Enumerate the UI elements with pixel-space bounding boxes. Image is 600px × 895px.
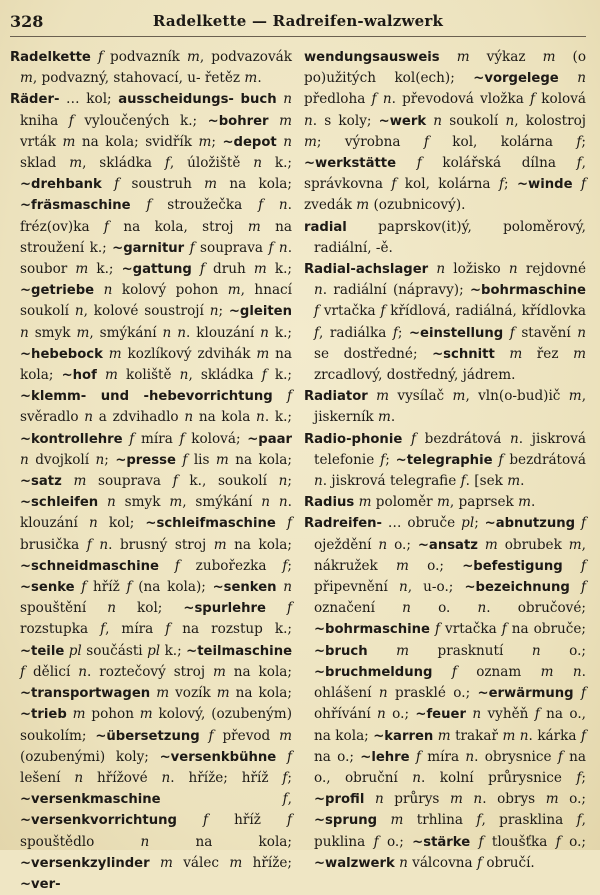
dictionary-entry: Radio-phonie f bezdrátová n. jiskrová telefonie f; ~telegraphie f bezdrátová n. jiskrová telegrafie f. [sek m.	[304, 430, 586, 490]
dictionary-entry: Radial-achslager n ložisko n rejdovné n. radiální (nápravy); ~bohrmaschine f vrtačka f křídlová, radiálná, křídlovka f, radiálka f; ~einstellung f stavění n se dostředné; ~schnitt m řez m zrcadlový, dostředný, jádrem.	[304, 261, 587, 384]
dictionary-entry: Räder- … kol; ausscheidungs- buch n kniha f vyloučených k.; ~bohrer m vrták m na kola; svidřík m; ~depot n sklad m, skládka f, úložiště n k.; ~drehbank f soustruh m na kola; ~fräsmaschine f stroužečka f n. fréz(ov)ka f na kola, stroj m na stroužení k.; ~garnitur f souprava f n. soubor m k.; ~gattung f druh m k.; ~getriebe n kolový pohon m, hnací soukolí n, kolové soustrojí n; ~gleiten n smyk m, smýkání n n. klouzání n k.; ~hebebock m kozlíkový zdvihák m na kola; ~hof m koliště n, skládka f k.; ~klemm- und -hebevorrichtung f svěradlo n a zdvihadlo n na kola n. k.; ~kontrollehre f míra f kolová; ~paar n dvojkolí n; ~presse f lis m na kola; ~satz m souprava f k., soukolí n; ~schleifen n smyk m, smýkání n n. klouzání n kol; ~schleifmaschine f brusička f n. brusný stroj m na kola; ~schneidmaschine f zubořezka f; ~senke f hříž f (na kola); ~senken n spouštění n kol; ~spurlehre f rozstupka f, míra f na rozstup k.; ~teile pl součásti pl k.; ~teilmaschine f dělicí n. roztečový stroj m na kola; ~transportwagen m vozík m na kola; ~trieb m pohon m kolový, (ozubeným) soukolím; ~übersetzung f převod m (ozubenými) koly; ~versenkbühne f lešení n hřížové n. hříže; hříž f; ~versenkmaschine f, ~versenkvorrichtung f hříž f spouštědlo n na kola; ~versenkzylinder m válec m hříže; ~ver-	[10, 91, 293, 892]
dictionary-entry: Radius m poloměr m, paprsek m.	[304, 494, 536, 511]
dictionary-entry: Radiator m vysílač m, vln(o-bud)ič m, jiskerník m.	[304, 388, 587, 426]
dictionary-entry: radial paprskov(it)ý, poloměrový, radiální, -ě.	[304, 218, 586, 256]
left-column	[10, 47, 292, 895]
dictionary-entry: Radreifen- … obruče pl; ~abnutzung f oježdění n o.; ~ansatz m obrubek m, nákružek m o.; ~befestigung f připevnění n, u-o.; ~bezeichnung f označení n o. n. obručové; ~bohrmaschine f vrtačka f na obruče; ~bruch m prasknutí n o.; ~bruchmeldung f oznam m n. ohlášení n prasklé o.; ~erwärmung f ohřívání n o.; ~feuer n vyhěň f na o., na kola; ~karren m trakař m n. kárka f na o.; ~lehre f míra n. obrysnice f na o., obruční n. kolní průrysnice f; ~profil n průrys m n. obrys m o.; ~sprung m trhlina f, prasklina f, puklina f o.; ~stärke f tloušťka f o.; ~walzwerk n válcovna f obručí.	[304, 515, 587, 871]
running-head: Radelkette — Radreifen-walzwerk	[152, 12, 444, 30]
dictionary-entry: Radelkette f podvazník m, podvazovák m, podvazný, stahovací, u- řetěz m.	[10, 49, 292, 87]
right-column	[304, 47, 586, 895]
page-number: 328	[10, 12, 44, 31]
dictionary-entry: wendungsausweis m výkaz m (o po)užitých kol(ech); ~vorgelege n předloha f n. převodová vložka f kolová n. s koly; ~werk n soukolí n, kolostroj m; výrobna f kol, kolárna f; ~werkstätte f kolářská dílna f, správkovna f kol, kolárna f; ~winde f zvedák m (ozubnicový).	[304, 49, 587, 214]
text-columns	[10, 47, 586, 895]
page-header	[10, 10, 586, 37]
